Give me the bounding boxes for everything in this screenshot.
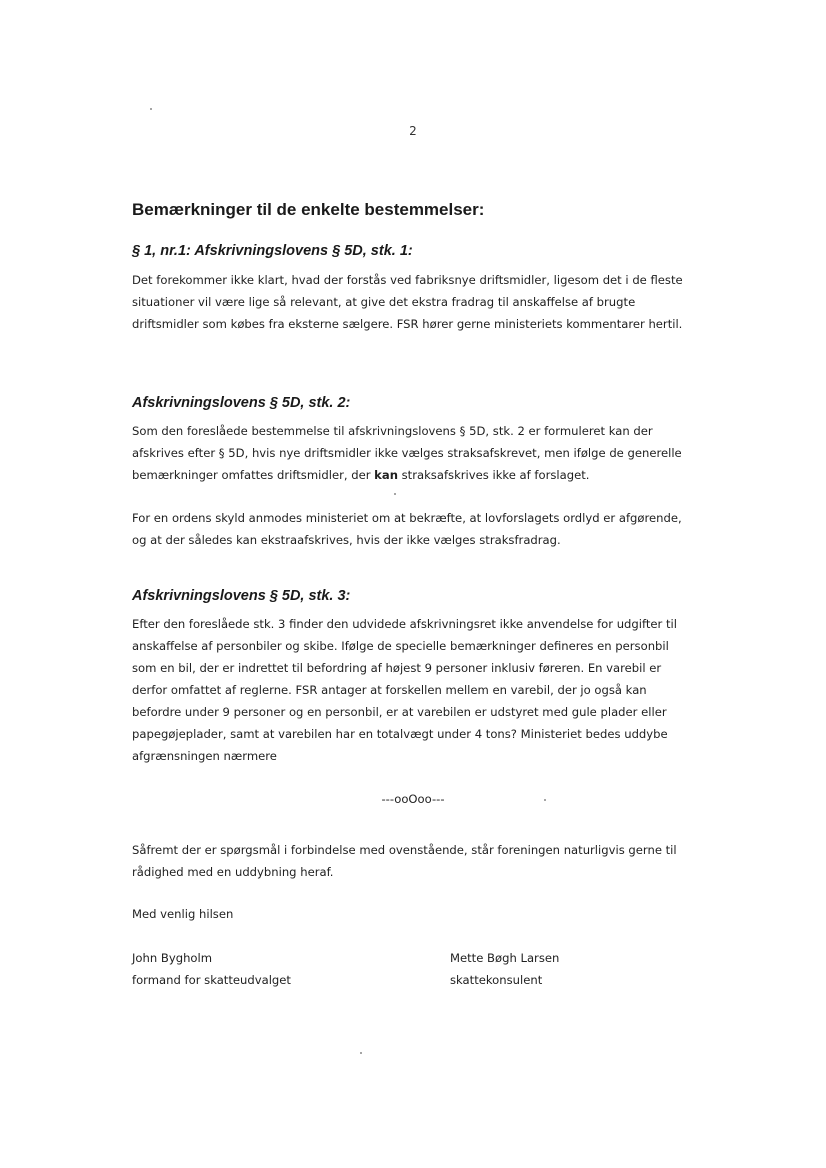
- signatory-2-name: Mette Bøgh Larsen: [450, 951, 560, 965]
- section-2-paragraph-1-part-a: Som den foreslåede bestemmelse til afskrivningslovens § 5D, stk. 2 er formuleret kan der afskrives efter § 5D, hvis nye driftsmidler ikke vælges straksafskrevet, men ifølge de generelle bemærkninger omfattes driftsmidler, der: [132, 424, 682, 482]
- signatory-1: [132, 947, 291, 991]
- section-2-paragraph-1-part-b: straksafskrives ikke af forslaget.: [397, 468, 590, 482]
- section-2-paragraph-2: For en ordens skyld anmodes ministeriet om at bekræfte, at lovforslagets ordlyd er afgørende, og at der således kan ekstraafskrives, hvis der ikke vælges straksfradrag.: [132, 511, 682, 547]
- scan-speck: [360, 1052, 362, 1054]
- section-2-emphasis: kan: [374, 468, 398, 482]
- scan-speck: [544, 799, 546, 801]
- closing-paragraph: Såfremt der er spørgsmål i forbindelse med ovenstående, står foreningen naturligvis gerne til rådighed med en uddybning heraf.: [132, 843, 677, 879]
- section-3-title: Afskrivningslovens § 5D, stk. 3:: [132, 588, 351, 604]
- signatory-2: [450, 947, 559, 991]
- scan-speck: [150, 108, 152, 110]
- document-heading: Bemærkninger til de enkelte bestemmelser:: [132, 200, 485, 219]
- scan-speck: [394, 493, 396, 495]
- section-2-paragraph-1: [132, 420, 692, 486]
- greeting: Med venlig hilsen: [132, 907, 234, 921]
- section-1-paragraph: Det forekommer ikke klart, hvad der forstås ved fabriksnye driftsmidler, ligesom det i de fleste situationer vil være lige så relevant, at give det ekstra fradrag til anskaffelse af brugte driftsmidler som købes fra eksterne sælgere. FSR hører gerne ministeriets kommentarer hertil.: [132, 273, 683, 331]
- section-3-paragraph: Efter den foreslåede stk. 3 finder den udvidede afskrivningsret ikke anvendelse for udgifter til anskaffelse af personbiler og skibe. Ifølge de specielle bemærkninger defineres en personbil som en bil, der er indrettet til befordring af højest 9 personer inklusiv føreren. En varebil er derfor omfattet af reglerne. FSR antager at forskellen mellem en varebil, der jo også kan befordre under 9 personer og en personbil, er at varebilen er udstyret med gule plader eller papegøjeplader, samt at varebilen har en totalvægt under 4 tons? Ministeriet bedes uddybe afgrænsningen nærmere: [132, 617, 677, 763]
- page-number: 2: [409, 124, 417, 138]
- signatory-1-name: John Bygholm: [132, 951, 213, 965]
- signatory-2-title: skattekonsulent: [450, 973, 543, 987]
- signatory-1-title: formand for skatteudvalget: [132, 973, 291, 987]
- section-1-title: § 1, nr.1: Afskrivningslovens § 5D, stk. 1:: [132, 243, 413, 259]
- section-2-title: Afskrivningslovens § 5D, stk. 2:: [132, 395, 351, 411]
- separator: ---ooOoo---: [381, 792, 445, 806]
